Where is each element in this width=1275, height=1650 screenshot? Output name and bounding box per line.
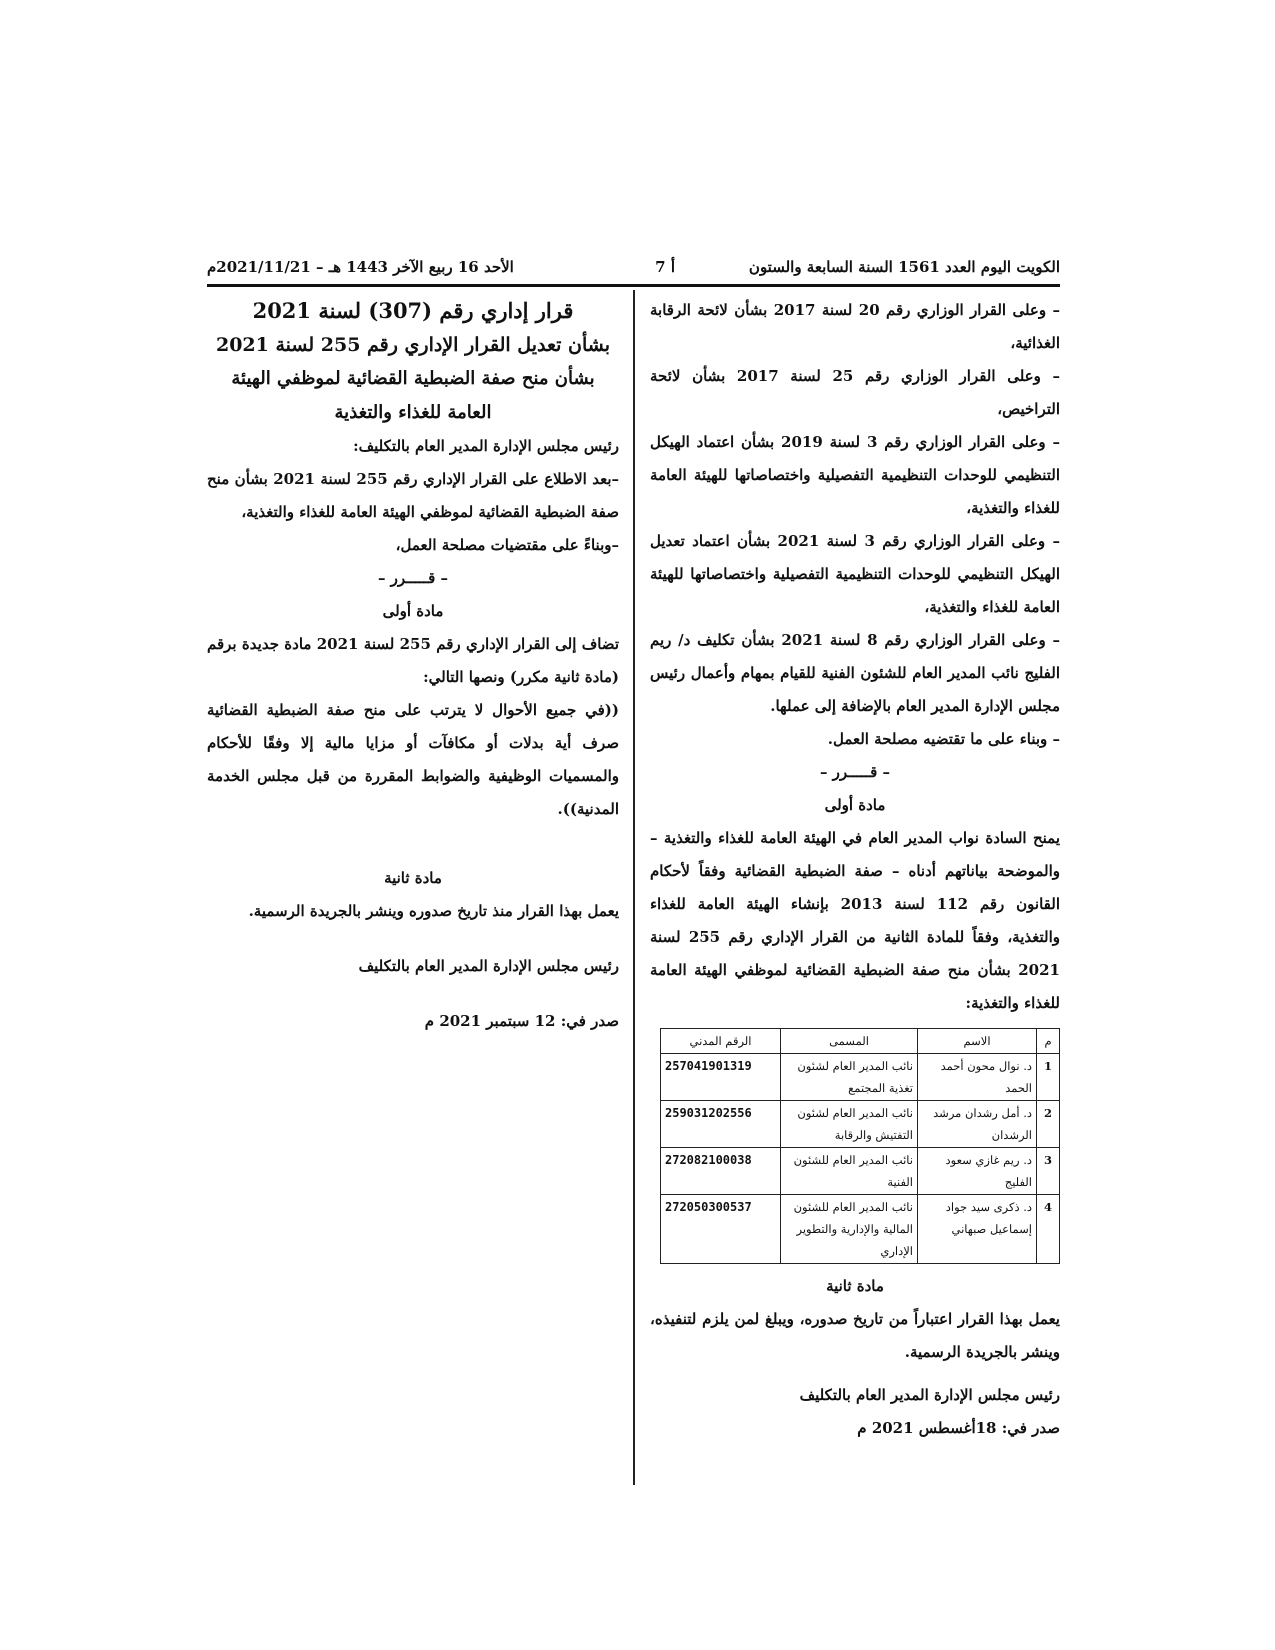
header-rule [207, 284, 1060, 287]
header-issue-info: الكويت اليوم العدد 1561 السنة السابعة والستون [748, 258, 1060, 276]
header-page-number: أ 7 [655, 258, 675, 276]
row-name: د. ريم غازي سعود الفليج [918, 1148, 1037, 1195]
row-title: نائب المدير العام لشئون تغذية المجتمع [781, 1054, 918, 1101]
article-1-title: مادة أولى [824, 796, 886, 814]
article-1-quote: ((في جميع الأحوال لا يترتب على منح صفة الضبطية القضائية صرف أية بدلات أو مكافآت أو مزايا مالية إلا وفقًا للأحكام والمسميات الوظيفية والضوابط المقررة من قبل مجلس الخدمة المدنية)). [207, 701, 619, 818]
preamble-item: –بعد الاطلاع على القرار الإداري رقم 255 لسنة 2021 بشأن منح صفة الضبطية القضائية لموظفي الهيئة العامة للغذاء والتغذية، [207, 470, 620, 521]
signature: رئيس مجلس الإدارة المدير العام بالتكليف [358, 957, 619, 975]
staff-table [660, 1028, 1060, 1264]
decision-subtitle-line-1: بشأن تعديل القرار الإداري رقم 255 لسنة 2021 [215, 334, 611, 356]
row-name: د. أمل رشدان مرشد الرشدان [918, 1101, 1037, 1148]
row-name: د. ذكرى سيد جواد إسماعيل صبهاني [918, 1195, 1037, 1264]
row-index: 3 [1037, 1148, 1060, 1195]
col-header-index: م [1037, 1029, 1060, 1054]
row-index: 1 [1037, 1054, 1060, 1101]
preamble-item: – وعلى القرار الوزاري رقم 25 لسنة 2017 بشأن لائحة التراخيص، [650, 367, 1060, 418]
decided-heading: – قـــــرر – [819, 763, 891, 781]
table-row [661, 1195, 1060, 1264]
table-row [661, 1148, 1060, 1195]
article-2-text: يعمل بهذا القرار اعتباراً من تاريخ صدوره، ويبلغ لمن يلزم لتنفيذه، وينشر بالجريدة الرسمية. [650, 1310, 1060, 1361]
article-1-text: تضاف إلى القرار الإداري رقم 255 لسنة 2021 مادة جديدة برقم (مادة ثانية مكرر) ونصها التالي: [207, 635, 619, 686]
preamble-item: –وبناءً على مقتضيات مصلحة العمل، [395, 536, 619, 554]
article-2-text: يعمل بهذا القرار منذ تاريخ صدوره وينشر بالجريدة الرسمية. [248, 902, 619, 920]
table-row [661, 1054, 1060, 1101]
col-header-name: الاسم [918, 1029, 1037, 1054]
left-column [207, 294, 619, 1038]
decision-title: قرار إداري رقم (307) لسنة 2021 [252, 298, 574, 323]
decision-subtitle-line-3: العامة للغذاء والتغذية [334, 402, 492, 423]
issued-date: صدر في: 18أغسطس 2021 م [857, 1419, 1060, 1437]
header-date: الأحد 16 ربيع الآخر 1443 هـ – 2021/11/21م [207, 258, 514, 276]
issued-date: صدر في: 12 سبتمبر 2021 م [424, 1012, 619, 1030]
column-divider [633, 290, 635, 1485]
article-1-text: يمنح السادة نواب المدير العام في الهيئة العامة للغذاء والتغذية – والموضحة بياناتهم أدناه – صفة الضبطية القضائية وفقاً لأحكام القانون رقم 112 لسنة 2013 بإنشاء الهيئة العامة للغذاء والتغذية، وفقاً للمادة الثانية من القرار الإداري رقم 255 لسنة 2021 بشأن منح صفة الضبطية القضائية لموظفي الهيئة العامة للغذاء والتغذية: [650, 829, 1060, 1012]
row-name: د. نوال محون أحمد الحمد [918, 1054, 1037, 1101]
row-civil-id: 259031202556 [661, 1101, 781, 1148]
right-column [650, 294, 1060, 1445]
row-index: 2 [1037, 1101, 1060, 1148]
row-civil-id: 257041901319 [661, 1054, 781, 1101]
row-title: نائب المدير العام لشئون التفتيش والرقابة [781, 1101, 918, 1148]
preamble-item: – وعلى القرار الوزاري رقم 20 لسنة 2017 بشأن لائحة الرقابة الغذائية، [650, 301, 1061, 352]
preamble-item: – وعلى القرار الوزاري رقم 8 لسنة 2021 بشأن تكليف د/ ريم الفليج نائب المدير العام للشئون الفنية للقيام بمهام وأعمال رئيس مجلس الإدارة المدير العام بالإضافة إلى عملها. [650, 631, 1060, 715]
article-1-title: مادة أولى [382, 602, 444, 620]
preamble-item: – وبناء على ما تقتضيه مصلحة العمل. [827, 730, 1060, 748]
preamble-item: – وعلى القرار الوزاري رقم 3 لسنة 2019 بشأن اعتماد الهيكل التنظيمي للوحدات التنظيمية التفصيلية واختصاصاتها للهيئة العامة للغذاء والتغذية، [650, 433, 1060, 517]
row-index: 4 [1037, 1195, 1060, 1264]
article-2-title: مادة ثانية [384, 869, 442, 887]
signature: رئيس مجلس الإدارة المدير العام بالتكليف [799, 1386, 1060, 1404]
preamble-item: – وعلى القرار الوزاري رقم 3 لسنة 2021 بشأن اعتماد تعديل الهيكل التنظيمي للوحدات التنظيمية التفصيلية واختصاصاتها للهيئة العامة للغذاء والتغذية، [650, 532, 1060, 616]
decision-subtitle-line-2: بشأن منح صفة الضبطية القضائية لموظفي الهيئة [231, 368, 595, 389]
table-row [661, 1101, 1060, 1148]
row-civil-id: 272082100038 [661, 1148, 781, 1195]
issuer-line: رئيس مجلس الإدارة المدير العام بالتكليف: [353, 437, 619, 455]
col-header-title: المسمى [781, 1029, 918, 1054]
row-title: نائب المدير العام للشئون المالية والإدارية والتطوير الإداري [781, 1195, 918, 1264]
article-2-title: مادة ثانية [826, 1277, 884, 1295]
row-title: نائب المدير العام للشئون الفنية [781, 1148, 918, 1195]
table-header-row [661, 1029, 1060, 1054]
decided-heading: – قـــــرر – [377, 569, 449, 587]
page-header [207, 256, 1060, 280]
row-civil-id: 272050300537 [661, 1195, 781, 1264]
col-header-civil-id: الرقم المدني [661, 1029, 781, 1054]
